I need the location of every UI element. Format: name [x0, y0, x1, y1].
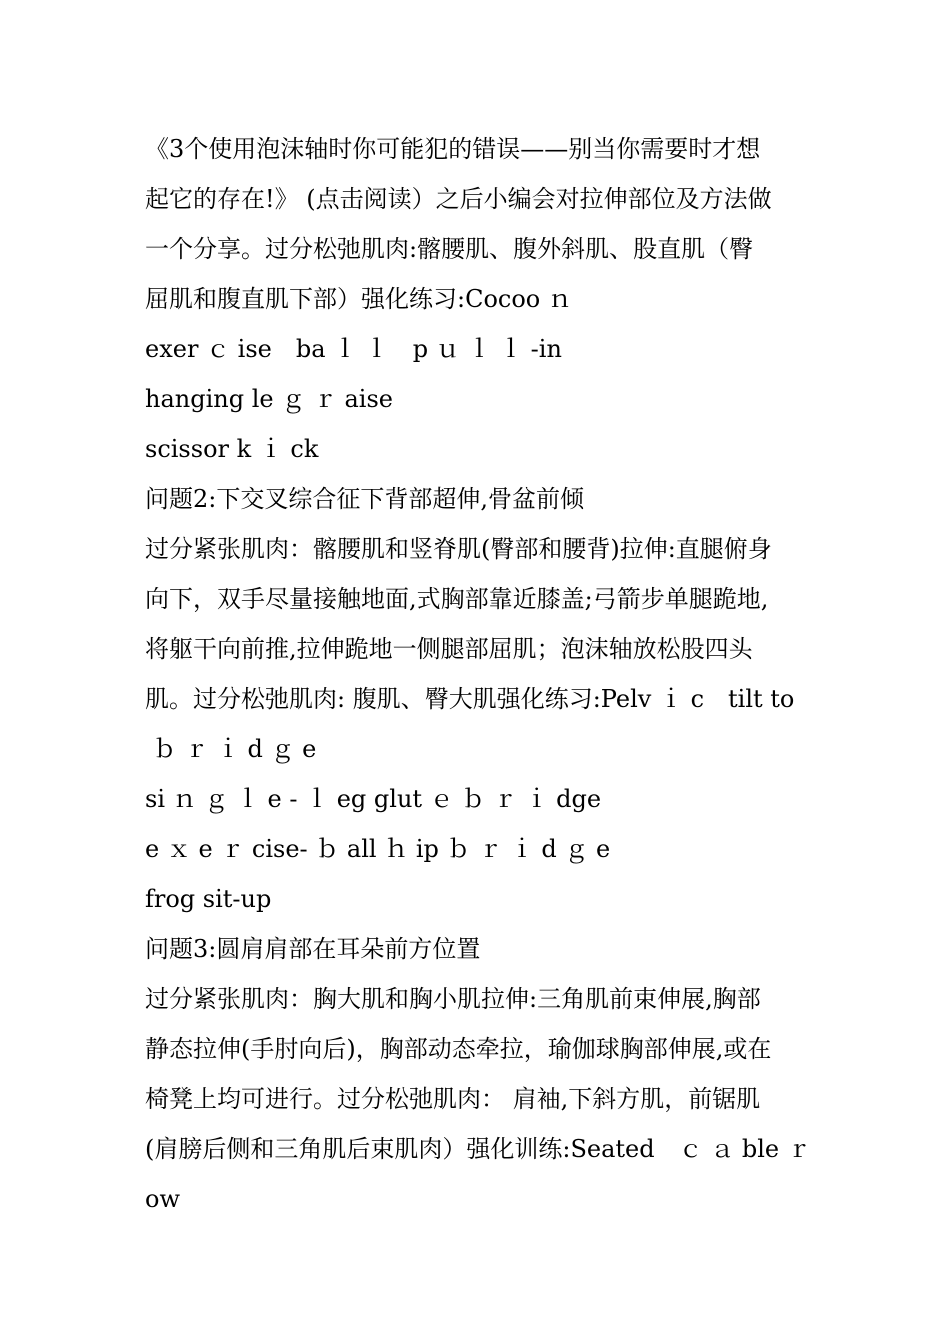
text-line: 椅凳上均可进行。过分松弛肌肉： 肩袖,下斜方肌，前锯肌	[145, 1085, 761, 1113]
text-line: ow	[145, 1185, 180, 1213]
text-line: (肩膀后侧和三角肌后束肌肉）强化训练:Seated ｃ ａ ble ｒ	[145, 1135, 811, 1163]
section-heading: 问题3:圆肩肩部在耳朵前方位置	[145, 935, 481, 963]
text-line: scissor k ｉ ck	[145, 435, 319, 463]
text-line: 肌。过分松弛肌肉: 腹肌、臀大肌强化练习:Pelv ｉ c tilt to	[145, 685, 795, 713]
text-line: 向下，双手尽量接触地面,式胸部靠近膝盖;弓箭步单腿跪地,	[145, 585, 769, 613]
text-line: 一个分享。过分松弛肌肉:髂腰肌、腹外斜肌、股直肌（臀	[145, 235, 754, 263]
text-line: 《3个使用泡沫轴时你可能犯的错误——别当你需要时才想	[145, 135, 761, 163]
text-line: 起它的存在!》 (点击阅读）之后小编会对拉伸部位及方法做	[145, 185, 772, 213]
text-line: si ｎ ｇ ｌ e - ｌ eg glut ｅ ｂ ｒ ｉ dge	[145, 785, 602, 813]
text-line: hanging le ｇ ｒ aise	[145, 385, 393, 413]
text-line: 过分紧张肌肉：髂腰肌和竖脊肌(臀部和腰背)拉伸:直腿俯身	[145, 535, 772, 563]
text-line: 静态拉伸(手肘向后)，胸部动态牵拉，瑜伽球胸部伸展,或在	[145, 1035, 772, 1063]
section-heading: 问题2:下交叉综合征下背部超伸,骨盆前倾	[145, 485, 584, 513]
document-body	[145, 124, 817, 1224]
text-line: 过分紧张肌肉：胸大肌和胸小肌拉伸:三角肌前束伸展,胸部	[145, 985, 761, 1013]
text-line: 将躯干向前推,拉伸跪地一侧腿部屈肌；泡沫轴放松股四头	[145, 635, 753, 663]
text-line: exer ｃ ise ba ｌ ｌ p ｕ ｌ ｌ -in	[145, 335, 562, 363]
text-line: e ｘ e ｒ cise- ｂ all ｈ ip ｂ ｒ ｉ d ｇ e	[145, 835, 611, 863]
text-line: 屈肌和腹直肌下部）强化练习:Cocoo ｎ	[145, 285, 572, 313]
text-line: ｂ ｒ ｉ d ｇ e	[145, 735, 317, 763]
text-line: frog sit-up	[145, 885, 272, 913]
